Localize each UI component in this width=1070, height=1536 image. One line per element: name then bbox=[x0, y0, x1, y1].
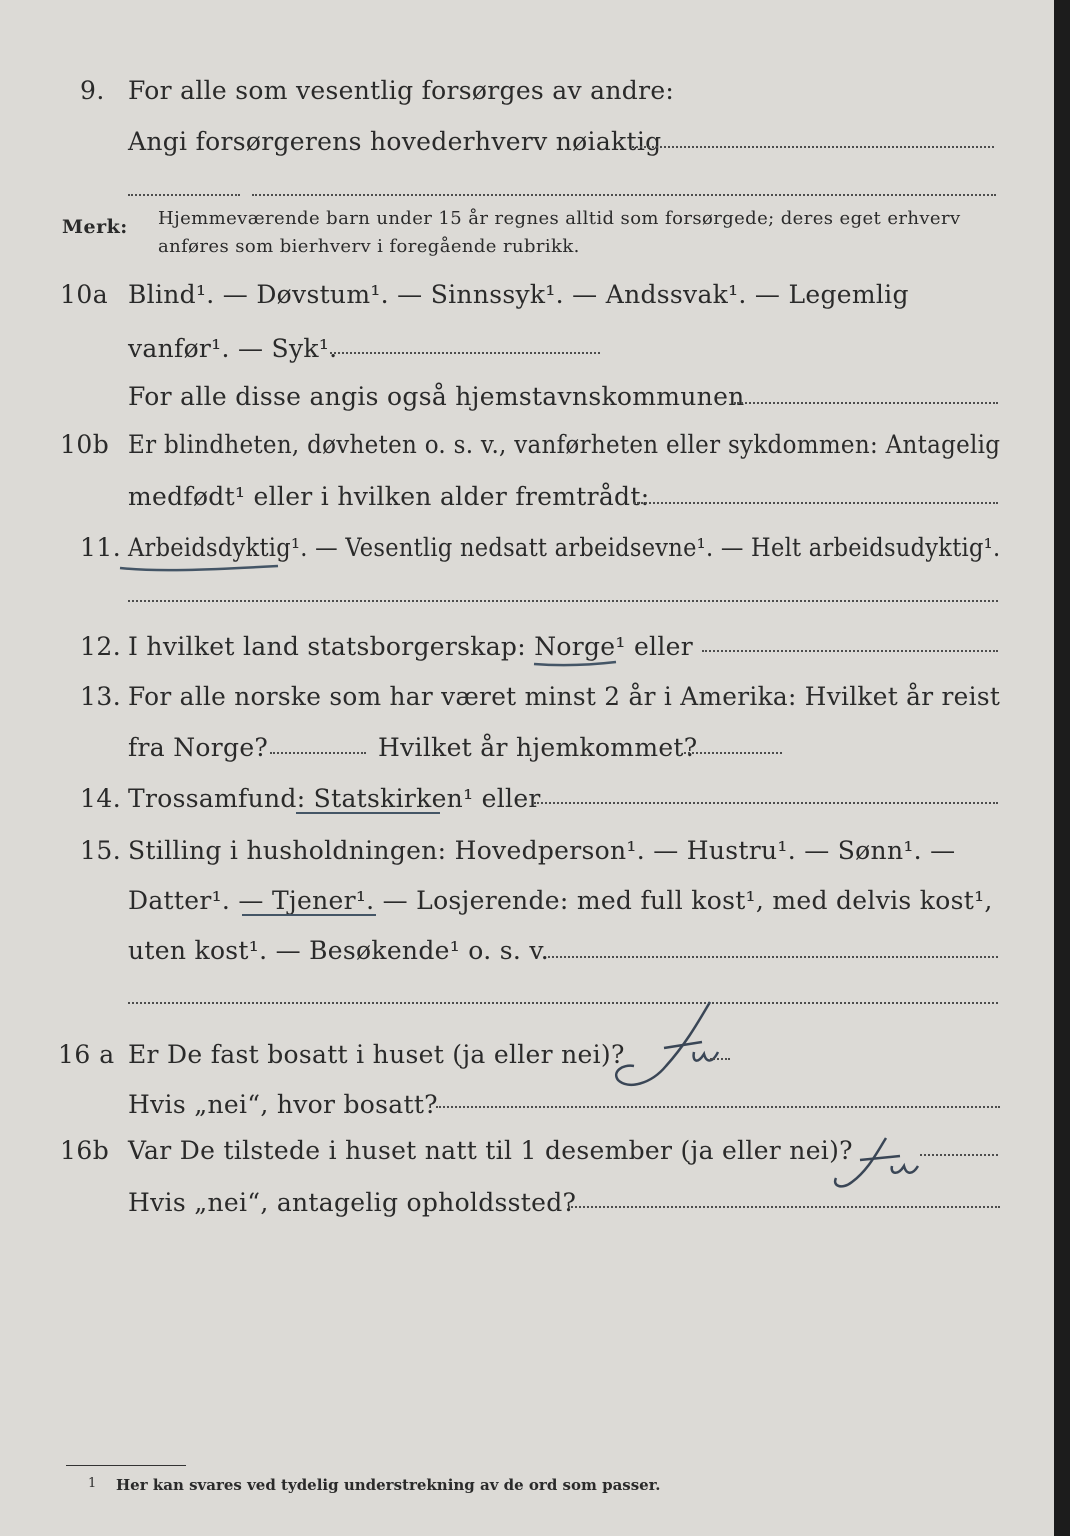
question-text: Angi forsørgerens hovederhverv nøiaktig bbox=[128, 127, 662, 156]
question-text: vanfør¹. — Syk¹. bbox=[128, 334, 338, 363]
question-number: 10a bbox=[60, 280, 109, 309]
question-text: For alle disse angis også hjemstavnskommunen bbox=[128, 382, 745, 411]
footnote-text: Her kan svares ved tydelig understrekning av de ord som passer. bbox=[116, 1476, 661, 1494]
question-text: Er De fast bosatt i huset (ja eller nei)? bbox=[128, 1040, 625, 1069]
note-text: anføres som bierhverv i foregående rubrikk. bbox=[158, 236, 580, 257]
answer-line[interactable] bbox=[330, 352, 600, 354]
answer-line[interactable] bbox=[632, 146, 994, 148]
answer-line[interactable] bbox=[128, 194, 240, 196]
answer-line[interactable] bbox=[252, 194, 996, 196]
question-number: 12. bbox=[80, 632, 122, 661]
underline-mark bbox=[530, 654, 620, 670]
answer-line[interactable] bbox=[920, 1154, 998, 1156]
answer-line[interactable] bbox=[734, 402, 998, 404]
question-text: Hvis „nei“, antagelig opholdssted? bbox=[128, 1188, 577, 1217]
question-15-line-2 bbox=[0, 886, 1070, 930]
question-text: Hvilket år hjemkommet? bbox=[378, 733, 698, 762]
question-text: Blind¹. — Døvstum¹. — Sinnssyk¹. — Andssvak¹. — Legemlig bbox=[128, 280, 909, 309]
question-10a-line-3 bbox=[0, 382, 1070, 426]
note-label: Merk: bbox=[62, 216, 128, 238]
question-text: uten kost¹. — Besøkende¹ o. s. v. bbox=[128, 936, 550, 965]
question-9 bbox=[0, 76, 1070, 120]
question-text: For alle som vesentlig forsørges av andre: bbox=[128, 76, 675, 105]
question-16a bbox=[0, 1040, 1070, 1084]
question-9-line-2 bbox=[0, 127, 1070, 171]
question-16a-line-2 bbox=[0, 1090, 1070, 1134]
underline-mark bbox=[116, 556, 286, 576]
question-number: 13. bbox=[80, 682, 122, 711]
answer-line[interactable] bbox=[270, 752, 366, 754]
question-text: Er blindheten, døvheten o. s. v., vanførheten eller sykdommen: Antagelig bbox=[128, 430, 1001, 459]
question-number: 10b bbox=[60, 430, 110, 459]
question-number: 16b bbox=[60, 1136, 110, 1165]
footnote-rule bbox=[66, 1465, 186, 1466]
answer-line[interactable] bbox=[534, 802, 998, 804]
question-13-line-2 bbox=[0, 733, 1070, 777]
question-text: I hvilket land statsborgerskap: Norge¹ eller bbox=[128, 632, 693, 661]
question-10b-line-2 bbox=[0, 482, 1070, 526]
question-number: 14. bbox=[80, 784, 122, 813]
question-text: Arbeidsdyktig¹. — Vesentlig nedsatt arbeidsevne¹. — Helt arbeidsudyktig¹. bbox=[128, 533, 1001, 562]
question-10a-line-2 bbox=[0, 334, 1070, 378]
question-16b-line-2 bbox=[0, 1188, 1070, 1232]
question-text: Hvis „nei“, hvor bosatt? bbox=[128, 1090, 438, 1119]
handwritten-answer-ja bbox=[606, 996, 736, 1096]
answer-line[interactable] bbox=[568, 1206, 1000, 1208]
underline-mark bbox=[296, 812, 440, 814]
question-text: Trossamfund: Statskirken¹ eller bbox=[128, 784, 541, 813]
question-number: 11. bbox=[80, 533, 122, 562]
answer-line[interactable] bbox=[548, 956, 998, 958]
answer-line[interactable] bbox=[128, 1002, 998, 1004]
question-10a bbox=[0, 280, 1070, 324]
question-10b bbox=[0, 430, 1070, 474]
answer-line[interactable] bbox=[702, 650, 998, 652]
answer-line[interactable] bbox=[710, 1058, 730, 1060]
question-text: For alle norske som har været minst 2 år i Amerika: Hvilket år reist bbox=[128, 682, 1001, 711]
question-13 bbox=[0, 682, 1070, 726]
question-number: 9. bbox=[80, 76, 105, 105]
footnote-mark: 1 bbox=[88, 1476, 97, 1491]
question-number: 15. bbox=[80, 836, 122, 865]
answer-line[interactable] bbox=[436, 1106, 1000, 1108]
question-text: Var De tilstede i huset natt til 1 desember (ja eller nei)? bbox=[128, 1136, 853, 1165]
question-text: Stilling i husholdningen: Hovedperson¹. — Hustru¹. — Sønn¹. — bbox=[128, 836, 956, 865]
answer-line[interactable] bbox=[128, 600, 998, 602]
underline-mark bbox=[242, 914, 376, 916]
question-15-line-3 bbox=[0, 936, 1070, 980]
question-text: fra Norge? bbox=[128, 733, 269, 762]
answer-line[interactable] bbox=[684, 752, 782, 754]
question-number: 16 a bbox=[58, 1040, 115, 1069]
answer-line[interactable] bbox=[634, 502, 998, 504]
question-text: medfødt¹ eller i hvilken alder fremtrådt: bbox=[128, 482, 650, 511]
question-14 bbox=[0, 784, 1070, 828]
note-text: Hjemmeværende barn under 15 år regnes alltid som forsørgede; deres eget erhverv bbox=[158, 208, 961, 229]
question-text: Datter¹. — Tjener¹. — Losjerende: med full kost¹, med delvis kost¹, bbox=[128, 886, 993, 915]
question-15 bbox=[0, 836, 1070, 880]
